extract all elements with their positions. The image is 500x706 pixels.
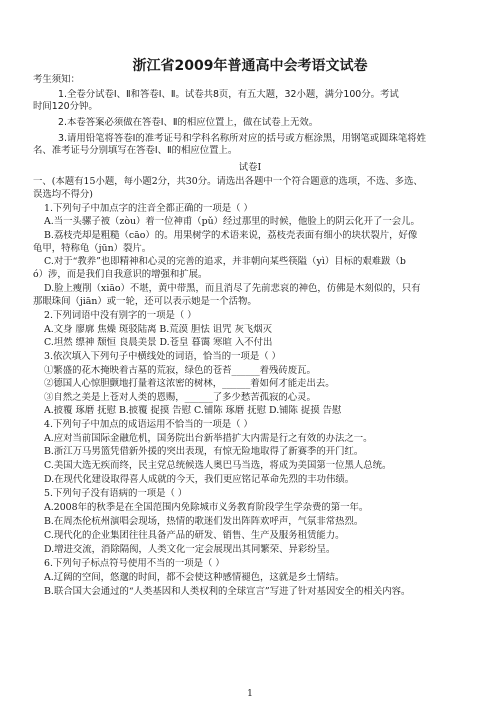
answer-option: D.在现代化建设取得喜人成就的今天，我们更应铭记革命先烈的丰功伟绩。: [44, 474, 355, 485]
answer-option: D.增进交流，消除隔阂，人类文化一定会展现出其同繁荣、异彩纷呈。: [44, 544, 336, 555]
answer-option: C.坦然 缥神 颓恒 良晨美景 D.苍皇 暮霭 寒暄 入不付出: [44, 337, 273, 348]
question-sentence: ①繁盛的花木掩映着古墓的荒寂，绿色的苍苔______着残砖废瓦。: [44, 365, 316, 376]
answer-option: A.辽阔的空间，悠邈的时间，都不会使这种感情褪色，这就是乡土情结。: [44, 572, 345, 583]
question-stem: 3.依次填入下列句子中横线处的词语，恰当的一项是（ ）: [44, 351, 281, 362]
answer-option: A.2008年的秋季是在全国范围内免除城市义务教育阶段学生学杂费的第一年。: [44, 502, 369, 513]
part-instruction: 一、(本题有15小题，每小题2分，共30分。请选出各题中一个符合题意的选项，不选、多选、: [33, 176, 423, 187]
answer-option: B.联合国大会通过的“人类基因和人类权利的全球宣言”写进了针对基因安全的相关内容。: [44, 586, 411, 597]
answer-option: B.浙江万马男篮凭借新外援的突出表现，有惊无险地取得了新赛季的开门红。: [44, 446, 364, 457]
question-sentence: ③自然之美是上苍对人类的恩赐，______了多少愁苦孤寂的心灵。: [44, 392, 316, 403]
part-instruction: 误选均不得分): [33, 189, 93, 200]
page-number: 1: [247, 689, 253, 699]
answer-option: A.应对当前国际金融危机，国务院出台新举措扩大内需是行之有效的办法之一。: [44, 433, 373, 444]
answer-option: C.美国大选无疾而终，民主党总统候选人奥巴马当选，将成为美国第一位黑人总统。: [44, 460, 392, 471]
answer-option: B.在周杰伦杭州演唱会现场，热情的歌迷们发出阵阵欢呼声，气氛非常热烈。: [44, 516, 364, 527]
answer-option: C.对于“教养”也即精神和心灵的完善的追求，并非朝向某些筷隘（yì）目标的艰难跋（b: [44, 256, 406, 267]
answer-option: 那眼珠间（jiān）或一轮，还可以表示她是一个活物。: [33, 296, 257, 307]
question-sentence: ②德国人心惊胆颤地打量着这浓密的树林，______着如何才能走出去。: [44, 378, 335, 389]
answer-option: 龟甲，特称龟（jūn）裂片。: [33, 243, 152, 254]
notice-line: 1.全卷分试卷Ⅰ、Ⅱ和答卷Ⅰ、Ⅱ。试卷共8页，有五大题，32小题，满分100分。考试: [58, 89, 399, 100]
section-heading: 试卷Ⅰ: [238, 162, 262, 173]
question-stem: 6.下列句子标点符号使用不当的一项是（ ）: [44, 558, 225, 569]
notice-line: 3.请用铅笔将答卷Ⅰ的准考证号和学科名称所对应的括号或方框涂黑，用钢笔或圆珠笔将姓: [58, 133, 426, 144]
answer-option: C.现代化的企业集团往往具备产品的研发、销售、生产及服务租赁能力。: [44, 530, 345, 541]
answer-option: ó）涉，而是我们自我意识的增强和扩展。: [33, 269, 208, 280]
question-stem: 2.下列词语中没有别字的一项是（ ）: [44, 310, 197, 321]
answer-option: B.荔枝壳却是粗糙（cāo）的。用果树学的术语来说，荔枝壳表面有细小的块状裂片，好像: [44, 230, 418, 241]
question-stem: 1.下列句子中加点字的注音全都正确的一项是（ ）: [44, 203, 253, 214]
answer-option: D.脸上瘦削（xiāo）不堪，黄中带黑，而且消尽了先前悲哀的神色，仿佛是木刻似的，只有: [44, 283, 421, 294]
notice-line: 时间120分钟。: [33, 101, 98, 112]
question-stem: 5.下列句子没有语病的一项是（ ）: [44, 488, 188, 499]
notice-heading: 考生须知：: [33, 74, 80, 85]
page-title: 浙江省2009年普通高中会考语文试卷: [132, 58, 368, 74]
notice-line: 2.本卷答案必须做在答卷Ⅰ、Ⅱ的相应位置上，做在试卷上无效。: [58, 117, 319, 128]
question-stem: 4.下列句子中加点的成语运用不恰当的一项是（ ）: [44, 419, 253, 430]
notice-line: 名、准考证号分别填写在答卷Ⅰ、Ⅱ的相应位置上。: [33, 145, 238, 156]
answer-option: A.披覆 琢磨 抚慰 B.披覆 捉摸 告慰 C.铺陈 琢磨 抚慰 D.铺陈 捉摸 告慰: [44, 405, 342, 416]
answer-option: A.当一头骡子被（zòu）着一位神甫（pǔ）经过那里的时候，他脸上的阴云化开了一会儿。: [44, 216, 420, 227]
answer-option: A.文身 廖廓 焦燥 斑驳陆离 B.荒漠 胆怯 诅咒 灰飞烟灭: [44, 324, 272, 335]
